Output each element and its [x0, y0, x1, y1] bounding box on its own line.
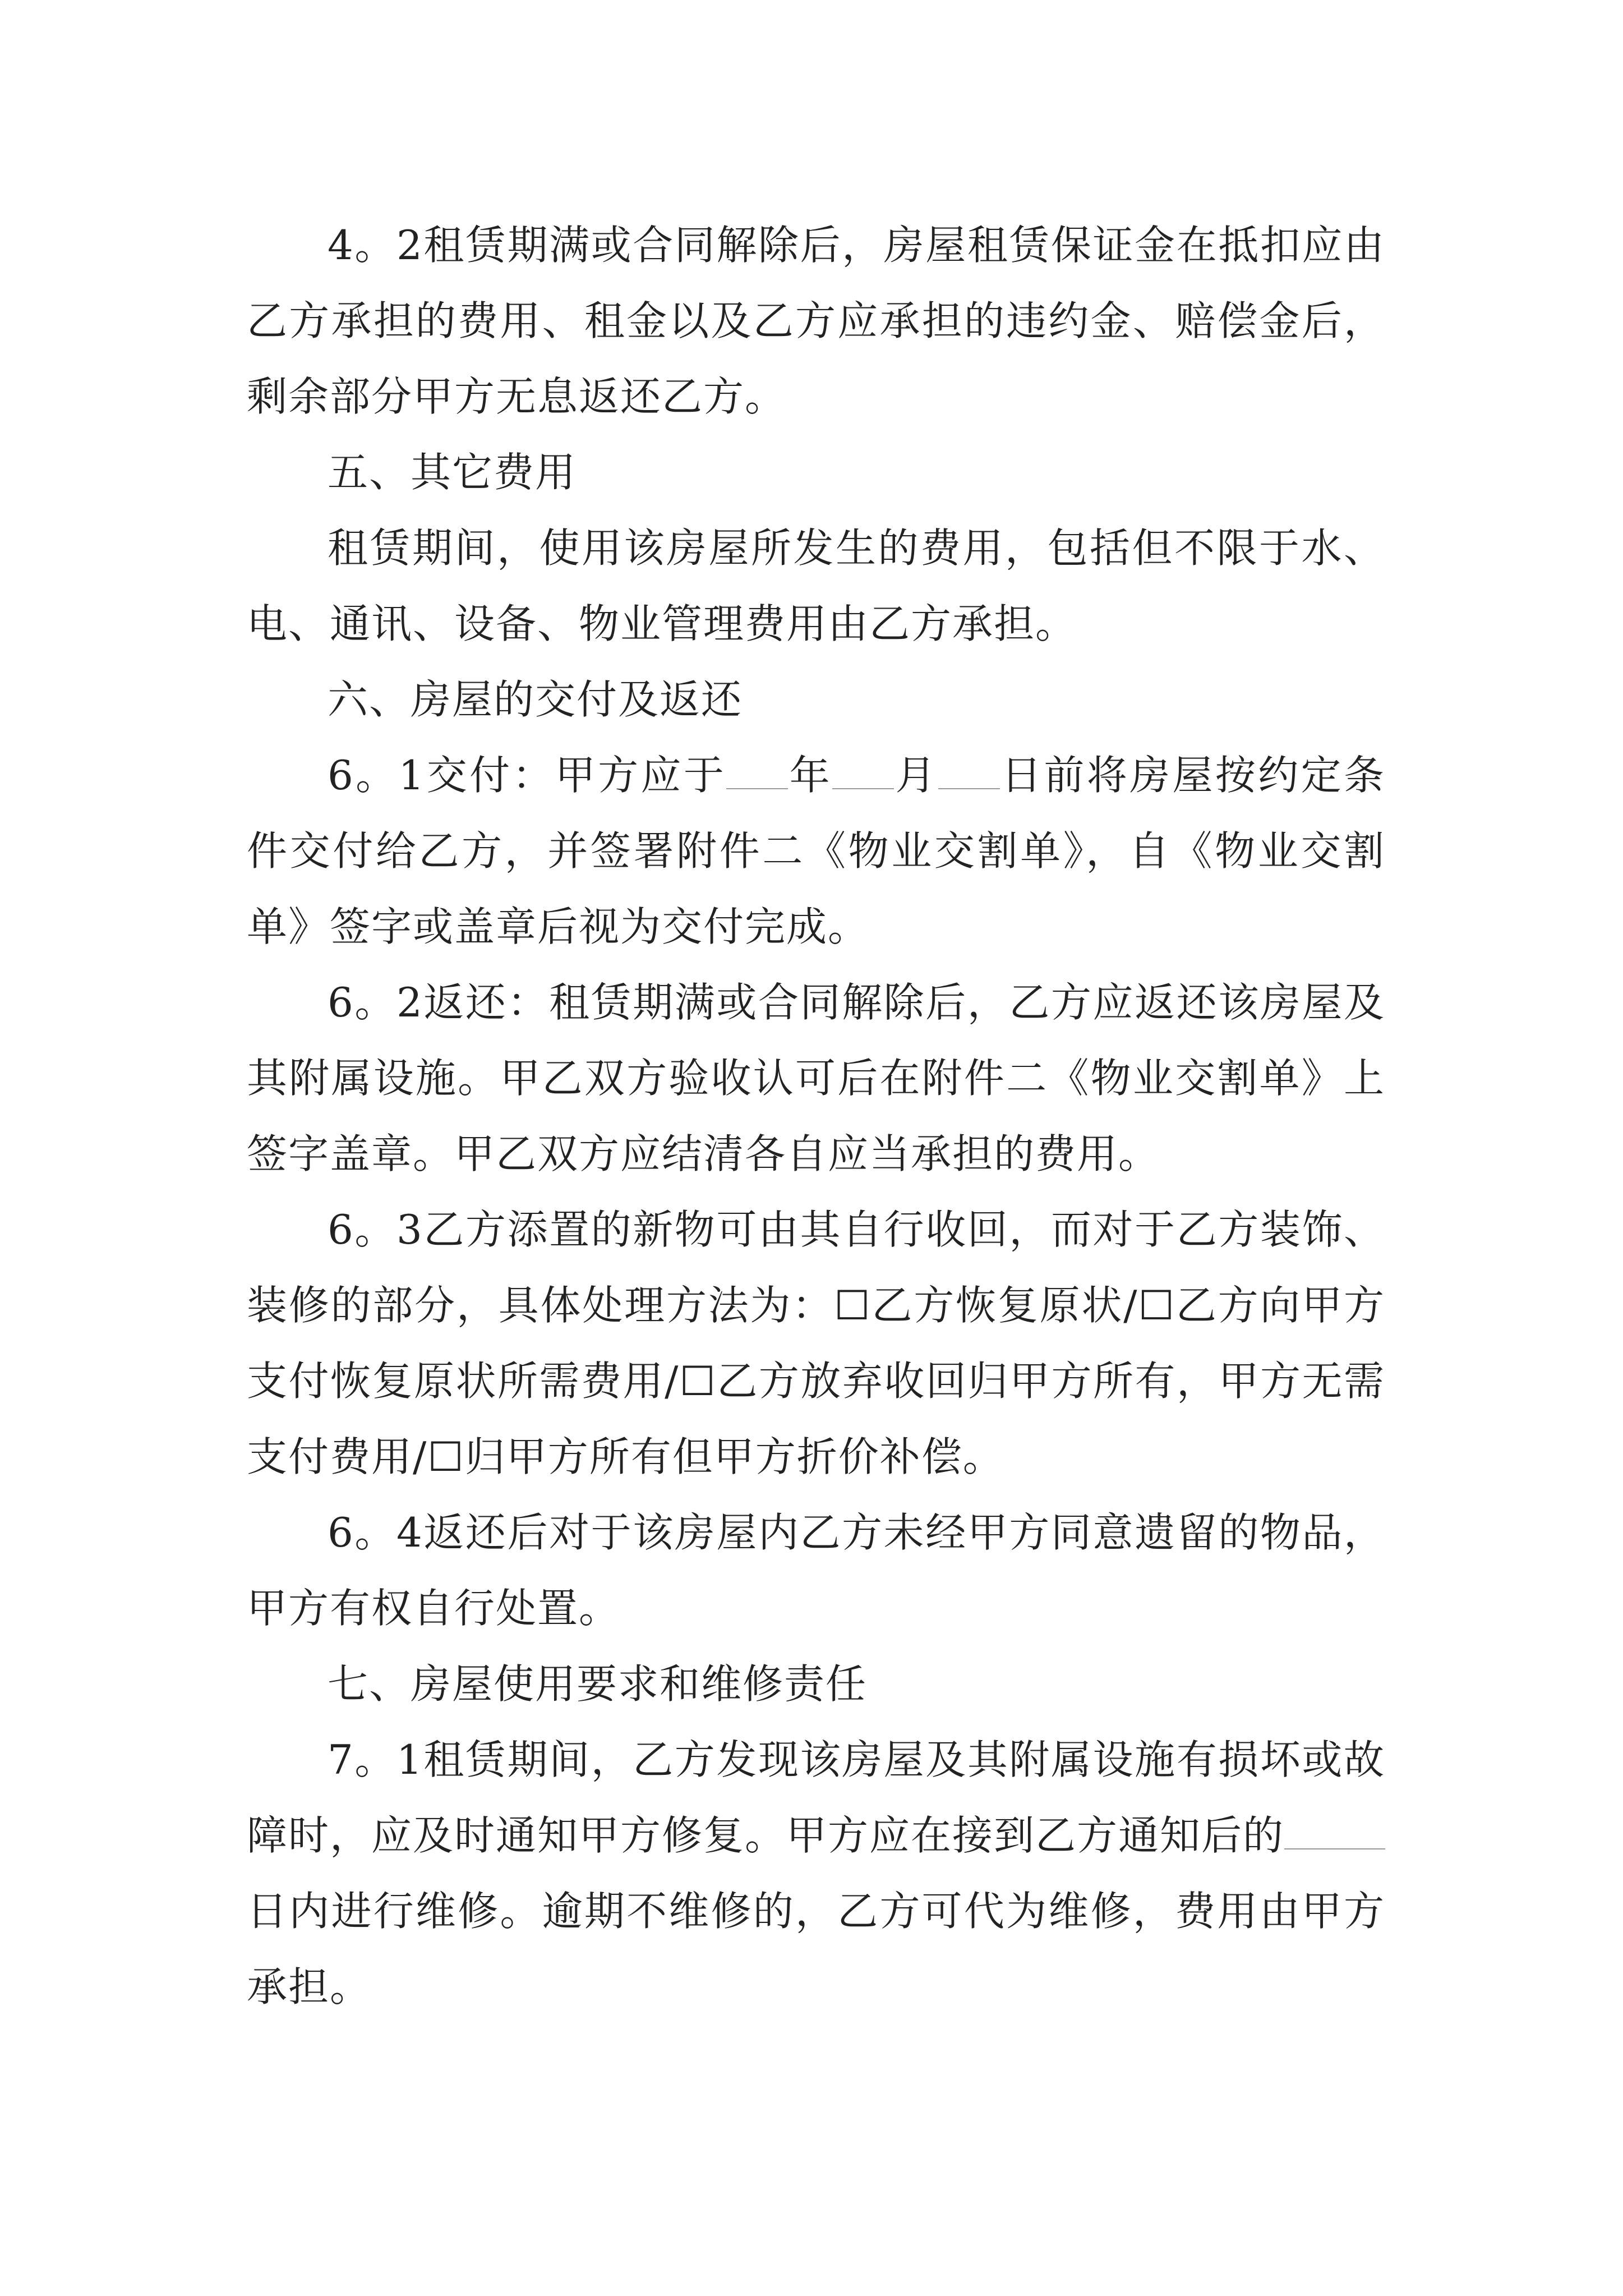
repair-days-blank: [1284, 1810, 1385, 1849]
paragraph-6-1-part-b: 年: [788, 752, 832, 799]
month-blank: [832, 750, 894, 789]
paragraph-6-4: 6。4返还后对于该房屋内乙方未经甲方同意遗留的物品，甲方有权自行处置。: [247, 1509, 1385, 1632]
section-heading-7: 七、房屋使用要求和维修责任: [328, 1660, 868, 1708]
paragraph-7-1-part-b: 日内进行维修。逾期不维修的，乙方可代为维修，费用由甲方承担。: [247, 1888, 1385, 2010]
paragraph-6-1-part-a: 6。1交付：甲方应于: [328, 752, 727, 799]
paragraph-6-1: [247, 738, 1385, 965]
day-blank: [938, 750, 1000, 789]
section-heading-6: 六、房屋的交付及返还: [328, 676, 743, 723]
paragraph-5: 租赁期间，使用该房屋所发生的费用，包括但不限于水、电、通讯、设备、物业管理费用由乙方承担。: [247, 524, 1385, 647]
paragraph-6-2: 6。2返还：租赁期满或合同解除后，乙方应返还该房屋及其附属设施。甲乙双方验收认可后在附件二《物业交割单》上签字盖章。甲乙双方应结清各自应当承担的费用。: [247, 979, 1385, 1177]
paragraph-6-1-part-c: 月: [893, 752, 938, 799]
paragraph-7-1: [247, 1722, 1385, 2025]
paragraph-6-3: 6。3乙方添置的新物可由其自行收回，而对于乙方装饰、装修的部分，具体处理方法为：☐乙方恢复原状/☐乙方向甲方支付恢复原状所需费用/☐乙方放弃收回归甲方所有，甲方无需支付费用/☐归甲方所有但甲方折价补偿。: [247, 1206, 1385, 1480]
paragraph-6-1-part-d: 日前将房屋按约定条件交付给乙方，并签署附件二《物业交割单》，自《物业交割单》签字或盖章后视为交付完成。: [247, 752, 1385, 950]
paragraph-7-1-part-a: 7。1租赁期间，乙方发现该房屋及其附属设施有损坏或故障时，应及时通知甲方修复。甲方应在接到乙方通知后的: [247, 1736, 1385, 1859]
document-body: [247, 208, 1385, 2025]
year-blank: [726, 750, 788, 789]
paragraph-4-2: 4。2租赁期满或合同解除后，房屋租赁保证金在抵扣应由乙方承担的费用、租金以及乙方应承担的违约金、赔偿金后，剩余部分甲方无息返还乙方。: [247, 222, 1385, 420]
section-heading-5: 五、其它费用: [328, 449, 577, 496]
